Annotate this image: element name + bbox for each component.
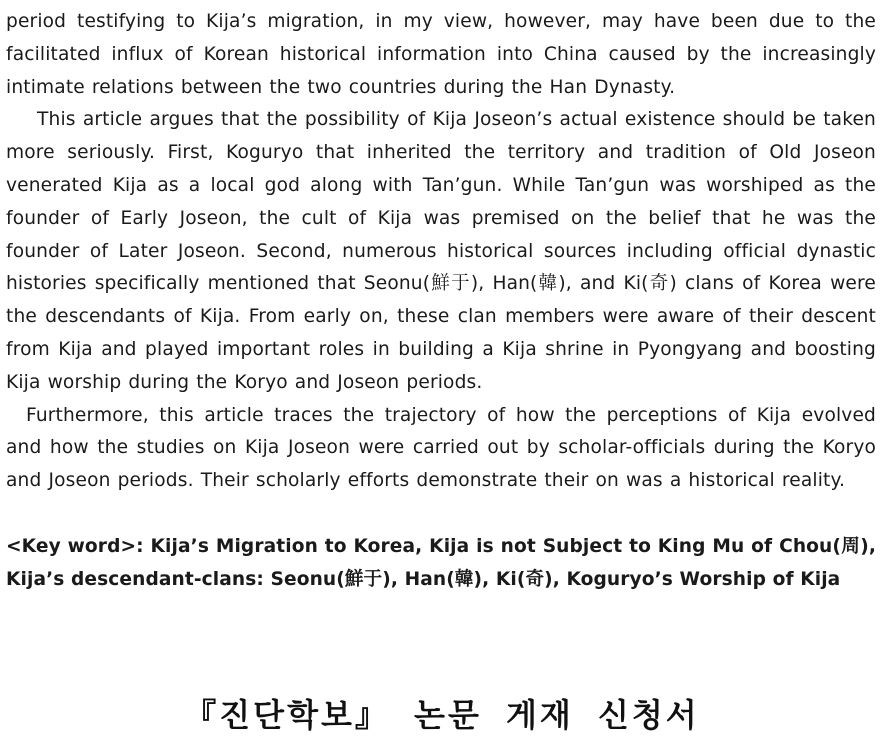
paragraph-han-dynasty: period testifying to Kija’s migration, in my view, however, may have been due to the facilitated influx of Korean historical information into China caused by the increasingly intimate relations between the two countries during the Han Dynasty.	[6, 11, 876, 98]
keywords-line: <Key word>: Kija’s Migration to Korea, Kija is not Subject to King Mu of Chou(周), Kija’s descendant-clans: Seonu(鮮于), Han(韓), Ki(奇), Koguryo’s Worship of Kija	[6, 535, 876, 590]
blank-line	[6, 498, 876, 531]
paragraph-koryo-joseon-studies: Furthermore, this article traces the trajectory of how the perceptions of Kija evolved and how the studies on Kija Joseon were carried out by scholar-officials during the Koryo and Joseon periods. Their scholarly efforts demonstrate their on was a historical reality.	[6, 404, 876, 492]
paragraph-kija-joseon-existence: This article argues that the possibility of Kija Joseon’s actual existence should be taken more seriously. First, Koguryo that inherited the territory and tradition of Old Joseon venerated Kija as a local god along with Tan’gun. While Tan’gun was worshiped as the founder of Early Joseon, the cult of Kija was premised on the belief that he was the founder of Later Joseon. Second, numerous historical sources including official dynastic histories specifically mentioned that Seonu(鮮于), Han(韓), and Ki(奇) clans of Korea were the descendants of Kija. From early on, these clan members were aware of their descent from Kija and played important roles in building a Kija shrine in Pyongyang and boosting Kija worship during the Koryo and Joseon periods.	[6, 109, 876, 393]
application-form-title: 『진단학보』 논문 게재 신청서	[184, 696, 700, 734]
